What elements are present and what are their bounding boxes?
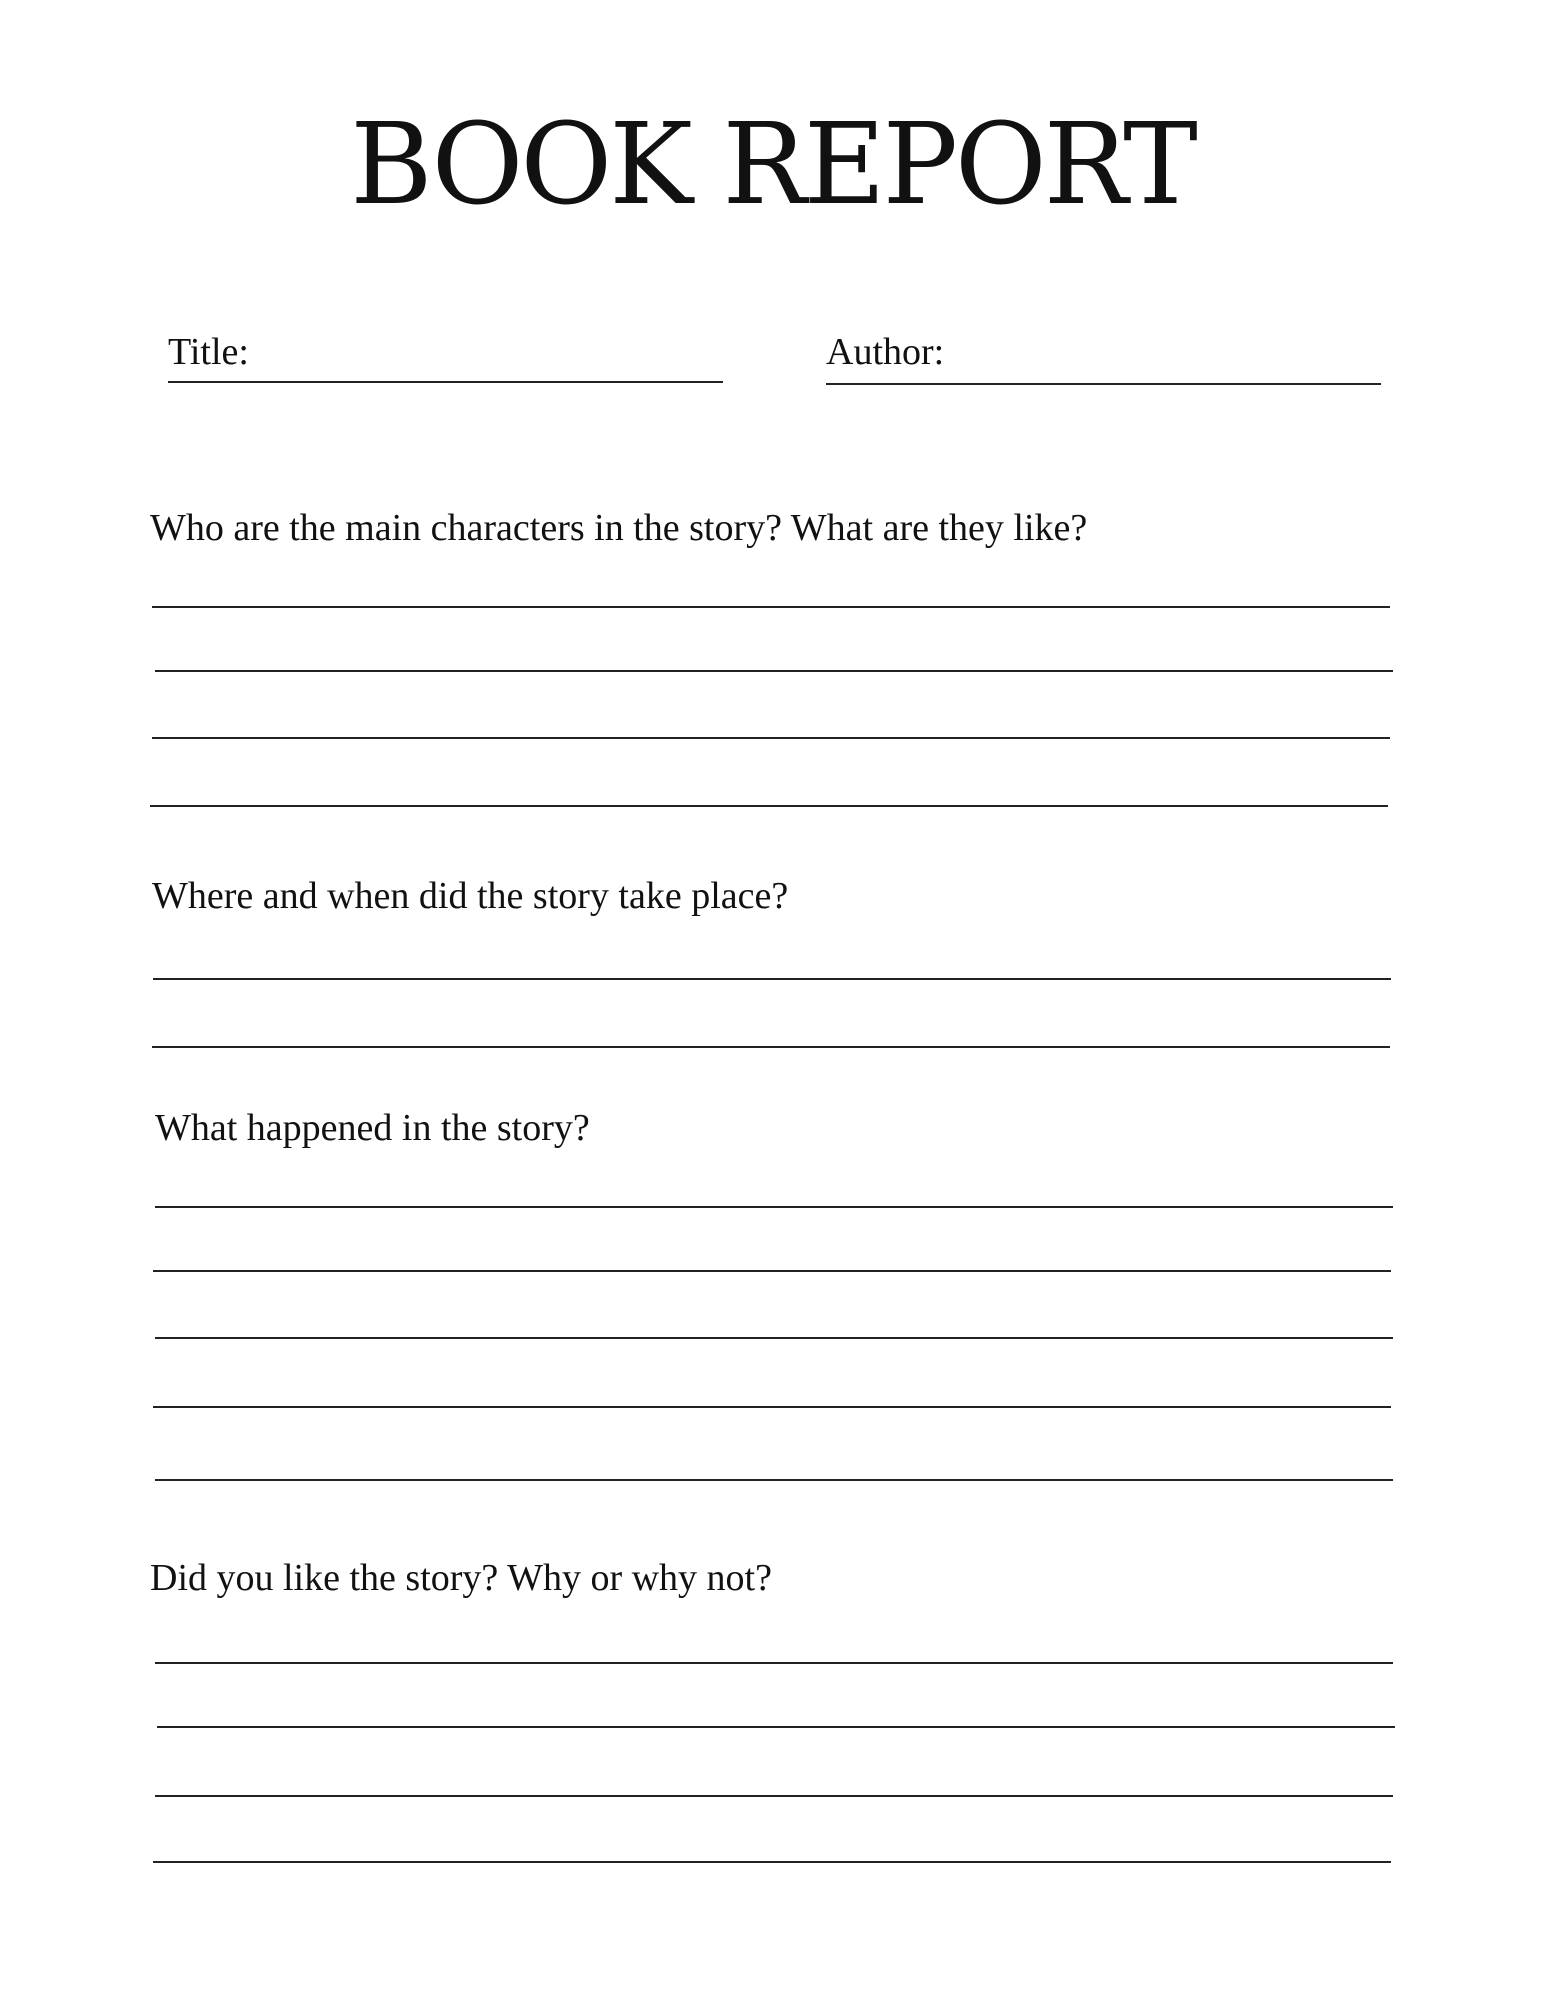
- title-label: Title:: [168, 331, 249, 373]
- answer-line[interactable]: [152, 737, 1390, 739]
- answer-line[interactable]: [153, 978, 1391, 980]
- answer-line[interactable]: [155, 1206, 1393, 1208]
- answer-line[interactable]: [155, 1662, 1393, 1664]
- answer-line[interactable]: [152, 606, 1390, 608]
- answer-line[interactable]: [155, 670, 1393, 672]
- question-plot: What happened in the story?: [155, 1107, 590, 1149]
- page-title: BOOK REPORT: [350, 100, 1195, 230]
- answer-line[interactable]: [153, 1861, 1391, 1863]
- answer-line[interactable]: [155, 1479, 1393, 1481]
- answer-line[interactable]: [153, 1270, 1391, 1272]
- question-characters: Who are the main characters in the story? What are they like?: [150, 507, 1088, 549]
- answer-line[interactable]: [155, 1795, 1393, 1797]
- answer-line[interactable]: [153, 1406, 1391, 1408]
- answer-line[interactable]: [152, 1046, 1390, 1048]
- question-setting: Where and when did the story take place?: [152, 875, 789, 917]
- title-line: [168, 381, 723, 383]
- author-label: Author:: [826, 331, 945, 373]
- answer-line[interactable]: [155, 1337, 1393, 1339]
- answer-line[interactable]: [150, 805, 1388, 807]
- answer-line[interactable]: [157, 1726, 1395, 1728]
- question-opinion: Did you like the story? Why or why not?: [150, 1557, 772, 1599]
- author-line: [826, 383, 1381, 385]
